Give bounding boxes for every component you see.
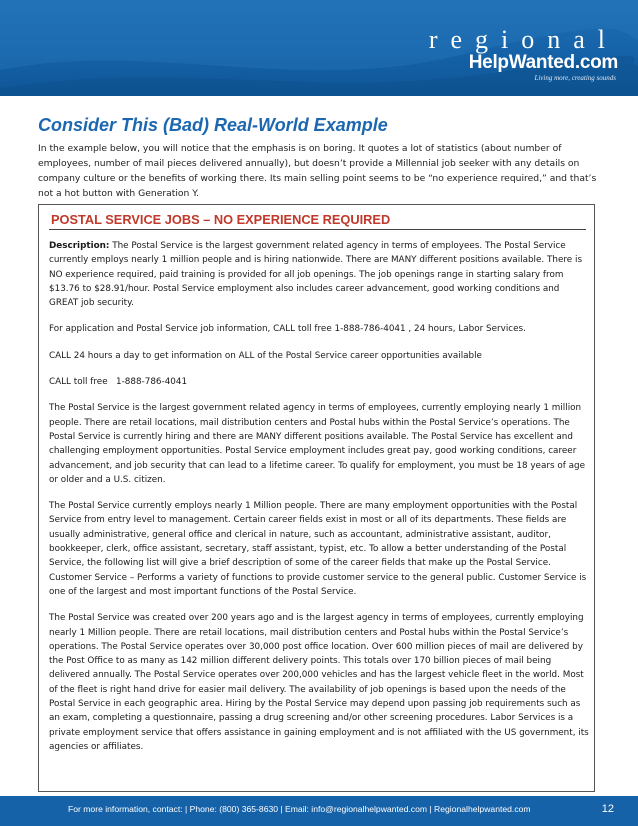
call-24-paragraph: CALL 24 hours a day to get information on ALL of the Postal Service career opportunities available bbox=[49, 350, 482, 361]
intro-paragraph: In the example below, you will notice that the emphasis is on boring. It quotes a lot of statistics (about number of employees, number of mail pieces delivered annually), but doesn’t provide a Millennial job seeker with any details on company culture or the benefits of working there. Its main selling point seems to be “no experience required,” and that’s not a hot button with Generation Y. bbox=[38, 143, 597, 199]
logo-helpwanted-text: HelpWanted.com bbox=[468, 52, 618, 73]
job-posting-example-box bbox=[38, 204, 595, 792]
page-number: 12 bbox=[601, 803, 614, 815]
opportunities-paragraph: The Postal Service currently employs nearly 1 Million people. There are many employment opportunities with the Postal Service from entry level to management. Certain career fields exist in most or all of its departments. These fields are usually administrative, general office and clerical in nature, such as accountant, administrative assistant, auditor, bookkeeper, clerk, office assistant, secretary, staff assistant, typist, etc. To allow a better understanding of the Postal Service, the following list will give a brief description of some of the career fields that make up the Postal Service. bbox=[49, 501, 578, 569]
description-text: The Postal Service is the largest government related agency in terms of employees. The Postal Service currently employs nearly 1 million people and is hiring nationwide. There are MANY different positions available. There is NO experience required, paid training is provided for all job openings. The job openings range in starting salary from $13.76 to $28.91/hour. Postal Service employment also includes career advancement, good working conditions and GREAT job security. bbox=[49, 241, 583, 309]
customer-service-paragraph: Customer Service – Performs a variety of functions to provide customer service to the general public. Customer Service is one of the largest and most important functions of the Postal Service. bbox=[49, 572, 587, 597]
footer-contact-info: For more information, contact: | Phone: (800) 365-8630 | Email: info@regionalhelpwanted.com | Regionalhelpwanted.com bbox=[68, 804, 531, 814]
title-divider bbox=[49, 229, 586, 230]
largest-agency-paragraph: The Postal Service is the largest government related agency in terms of employees, currently employing nearly 1 million people. There are retail locations, mail distribution centers and Postal hubs within the Postal Service’s operations. The Postal Service is currently hiring and there are MANY different positions available. The Postal Service has excellent and challenging employment opportunities. Postal Service employment includes great pay, good working conditions, career advancement, and job security that can lead to a lifetime career. To qualify for employment, you must be 18 years of age or older and a U.S. citizen. bbox=[49, 403, 586, 485]
description-label: Description: bbox=[49, 241, 110, 251]
job-posting-body bbox=[49, 239, 589, 754]
page-title: Consider This (Bad) Real-World Example bbox=[38, 115, 388, 135]
logo-tagline: Living more, creating sounds bbox=[534, 74, 616, 82]
footer-band bbox=[0, 796, 638, 826]
job-posting-title: POSTAL SERVICE JOBS – NO EXPERIENCE REQUIRED bbox=[51, 212, 391, 227]
logo-regional-text: regional bbox=[428, 25, 618, 54]
company-logo bbox=[428, 25, 618, 83]
toll-free-paragraph: CALL toll free 1-888-786-4041 bbox=[49, 377, 188, 388]
header-band bbox=[0, 0, 638, 96]
history-paragraph: The Postal Service was created over 200 years ago and is the largest agency in terms of employees, currently employing nearly 1 Million people. There are retail locations, mail distribution centers and Postal hubs within the Postal Service’s operations. The Postal Service operates over 30,000 post office location. Over 600 million pieces of mail are delivered by the Post Office to as many as 142 million different delivery points. This totals over 170 billion pieces of mail being delivered annually. The Postal Service operates over 200,000 vehicles and has the largest vehicle fleet in the world. Most of the fleet is right hand drive for easier mail delivery. The availability of job openings is based upon the needs of the Postal Service in each geographic area. Hiring by the Postal Service may depend upon passing job requirements such as an exam, completing a questionnaire, passing a drug screening and/or other screening procedures. Labor Services is a private employment service that offers assistance in gaining employment and is not affiliated with the US government, its agencies or affiliates. bbox=[49, 613, 589, 752]
application-paragraph: For application and Postal Service job information, CALL toll free 1-888-786-4041 , 24 hours, Labor Services. bbox=[49, 324, 526, 335]
description-paragraph bbox=[49, 239, 589, 310]
